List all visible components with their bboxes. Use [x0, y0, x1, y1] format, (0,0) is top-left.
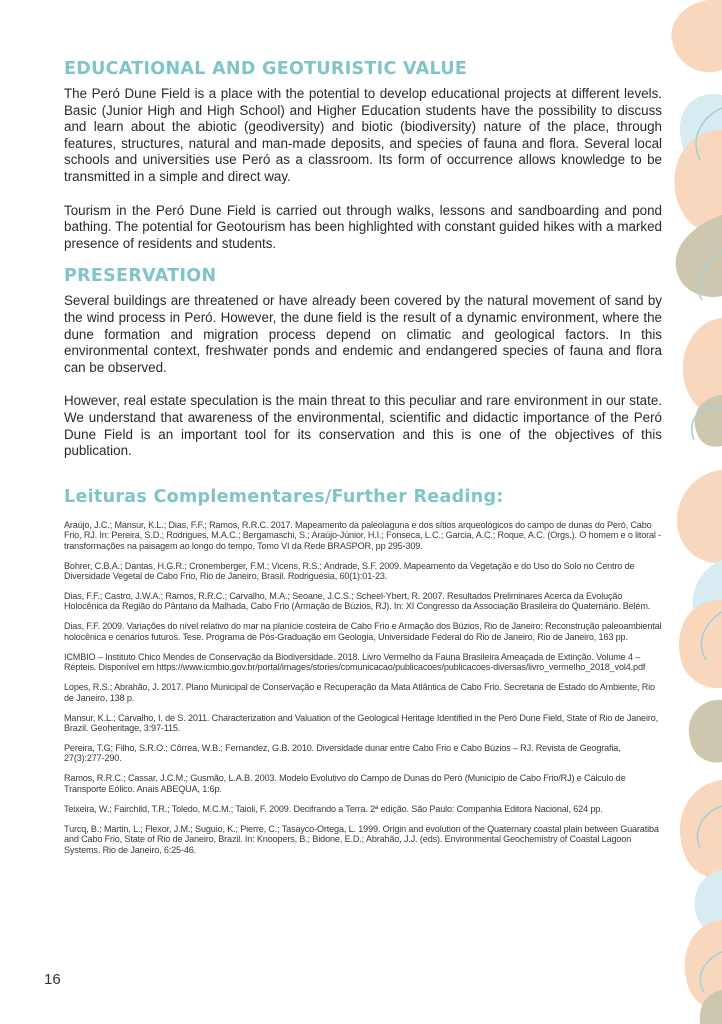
page-content	[64, 58, 662, 865]
reference-item: Mansur, K.L.; Carvalho, I. de S. 2011. Characterization and Valuation of the Geological Heritage Identified in the Peró Dune Field, State of Rio de Janeiro, Brazil. Geoheritage, 3:97-115.	[64, 712, 658, 733]
reference-item: Araújo, J.C.; Mansur, K.L.; Dias, F.F.; Ramos, R.R.C. 2017. Mapeamento da paleolaguna e dos sítios arqueológicos do campo de dunas do Peró, Cabo Frio, RJ. In: Pereira, S.D.; Rodrigues, M.A.C.; Bergamaschi, S.; Araújo-Júnior, H.I.; Fonseca, L.C.; Garcia, A.C.; Roque, A.C. (Orgs.). O homem e o litoral - transformações na paisagem ao longo do tempo, Tomo VI da Rede BRASPOR, pp 295-309.	[64, 519, 662, 551]
reference-item: Pereira, T.G; Filho, S.R.O.; Côrrea, W.B.; Fernandez, G.B. 2010. Diversidade dunar entre Cabo Frio e Cabo Búzios – RJ. Revista de Geografia, 27(3):277-290.	[64, 742, 621, 764]
further-reading-heading: Leituras Complementares/Further Reading:	[64, 486, 504, 507]
paragraph-preservation-1: Several buildings are threatened or have already been covered by the natural movement of sand by the wind process in Peró. However, the dune field is the result of a dynamic environment, where the dune formation and migration process depend on climatic and geological factors. In this environmental context, freshwater ponds and endemic and endangered species of fauna and flora can be observed.	[64, 293, 662, 375]
reference-item: Dias, F.F. 2009. Variações do nível relativo do mar na planície costeira de Cabo Frio e Armação dos Búzios, Rio de Janeiro: Reconstrução paleoambiental holocênica e cenários futuros. Tese. Programa de Pós-Graduação em Geologia, Universidade Federal do Rio de Janeiro, Rio de Janeiro, 163 pp.	[64, 621, 662, 642]
reference-item: Bohrer, C.B.A.; Dantas, H.G.R.; Cronemberger, F.M.; Vicens, R.S.; Andrade, S.F. 2009. Mapeamento da Vegetação e do Uso do Solo no Centro de Diversidade Vegetal de Cabo Frio, Rio de Janeiro, Brasil. Rodriguésia, 60(1):01-23.	[64, 560, 635, 581]
section-heading-preservation: PRESERVATION	[64, 266, 217, 287]
page-number: 16	[44, 971, 61, 988]
reference-item: ICMBIO – Instituto Chico Mendes de Conservação da Biodiversidade. 2018. Livro Vermelho da Fauna Brasileira Ameaçada de Extinção. Volume 4 – Répteis. Disponível em https://www.icmbio.gov.br/portal/images/stories/comunicacao/publicacoes/publicacoes-diversas/livro_vermelho_2018_vol4.pdf	[64, 651, 646, 673]
paragraph-preservation-2: However, real estate speculation is the main threat to this peculiar and rare environment in our state. We understand that awareness of the environmental, scientific and didactic importance of the Peró Dune Field is an important tool for its conservation and this is one of the objectives of this publication.	[64, 393, 662, 459]
paragraph-educational-2: Tourism in the Peró Dune Field is carried out through walks, lessons and sandboarding and pond bathing. The potential for Geotourism has been highlighted with constant guided hikes with a marked presence of residents and students.	[64, 202, 662, 251]
reference-list	[64, 520, 662, 855]
paragraph-educational-1: The Peró Dune Field is a place with the potential to develop educational projects at different levels. Basic (Junior High and High School) and Higher Education students have the possibility to discuss and learn about the abiotic (geodiversity) and biotic (biodiversity) nature of the place, through features, structures, natural and man-made deposits, and species of fauna and flora. Several local schools and universities use Peró as a classroom. Its form of occurrence allows knowledge to be transmitted in a simple and direct way.	[64, 86, 662, 184]
reference-item: Lopes, R.S.; Abrahão, J. 2017. Plano Municipal de Conservação e Recuperação da Mata Atlântica de Cabo Frio. Secretaria de Estado do Ambiente, Rio de Janeiro, 138 p.	[64, 682, 655, 703]
reference-item: Dias, F.F.; Castro, J.W.A.; Ramos, R.R.C.; Carvalho, M.A.; Seoane, J.C.S.; Scheel-Ybert, R. 2007. Resultados Preliminares Acerca da Evolução Holocênica da Região do Pântano da Malhada, Cabo Frio (Armação de Búzios, RJ). In: XI Congresso da Associação Brasileira do Quaternário. Belém.	[64, 590, 651, 612]
reference-item: Teixeira, W.; Fairchild, T.R.; Toledo, M.C.M.; Taioli, F. 2009. Decifrando a Terra. 2ª edição. São Paulo: Companhia Editora Nacional, 624 pp.	[64, 803, 603, 814]
reference-item: Turcq, B.; Martin, L.; Flexor, J.M.; Suguio, K.; Pierre, C.; Tasayco-Ortega, L. 1999. Origin and evolution of the Quaternary coastal plain between Guaratiba and Cabo Frio, State of Rio de Janeiro, Brazil. In: Knoopers, B.; Bidone, E.D.; Abrahão, J.J. (eds). Environmental Geochemistry of Coastal Lagoon Systems. Rio de Janeiro, 6:25-46.	[64, 823, 659, 855]
decorative-blobs-icon	[672, 0, 722, 1024]
decorative-lines-icon	[692, 108, 722, 992]
reference-item: Ramos, R.R.C.; Cassar, J.C.M.; Gusmão, L.A.B. 2003. Modelo Evolutivo do Campo de Dunas do Peró (Município de Cabo Frio/RJ) e Cálculo de Transporte Eólico. Anais ABEQUA, 1:6p.	[64, 773, 626, 794]
section-heading-educational: EDUCATIONAL AND GEOTURISTIC VALUE	[64, 59, 468, 79]
